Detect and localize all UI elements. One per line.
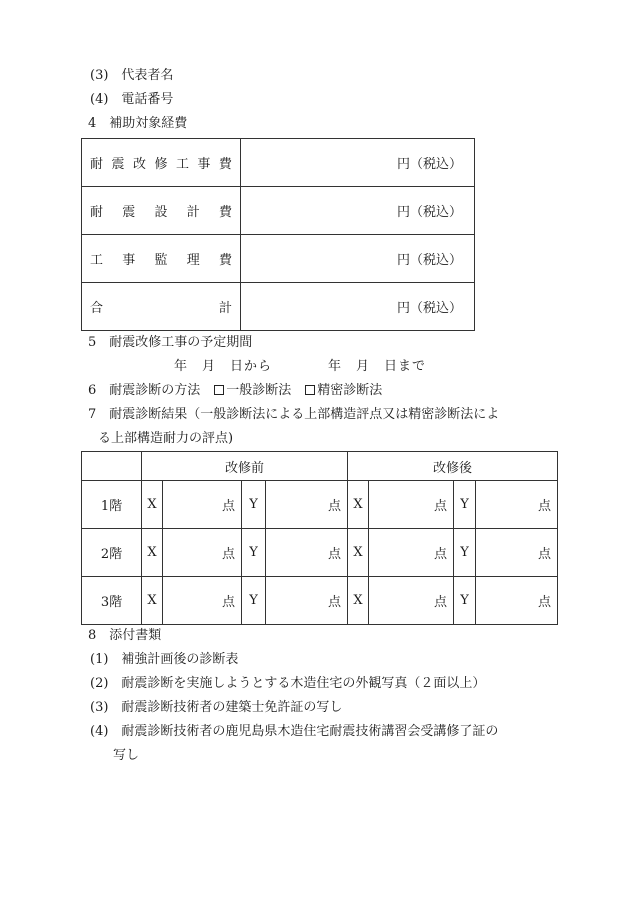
section-7-heading-cont: る上部構造耐力の評点) <box>98 431 234 446</box>
score-value[interactable]: 点 <box>369 577 454 625</box>
cost-row-value[interactable]: 円（税込） <box>241 283 475 331</box>
score-table <box>81 451 558 625</box>
score-value[interactable]: 点 <box>163 577 242 625</box>
score-value[interactable]: 点 <box>266 529 348 577</box>
construction-period: 年 月 日から 年 月 日まで <box>174 359 427 374</box>
cost-row-value[interactable]: 円（税込） <box>241 235 475 283</box>
attachment-4-cont: 写し <box>113 748 140 763</box>
checkbox-icon <box>305 385 315 395</box>
score-value[interactable]: 点 <box>369 481 454 529</box>
score-value[interactable]: 点 <box>163 529 242 577</box>
score-value[interactable]: 点 <box>369 529 454 577</box>
score-y-label: Y <box>454 481 476 529</box>
cost-row-label: 耐 震 設 計 費 <box>82 187 241 235</box>
section-7-heading: 7 耐震診断結果（一般診断法による上部構造評点又は精密診断法によ <box>88 407 500 422</box>
section-8-heading: 8 添付書類 <box>88 628 162 643</box>
section-6-heading: 6 耐震診断の方法 <box>88 383 201 398</box>
score-value[interactable]: 点 <box>476 481 558 529</box>
section-4-heading: 4 補助対象経費 <box>88 116 188 131</box>
floor-label: 1階 <box>82 481 142 529</box>
checkbox-icon <box>214 385 224 395</box>
score-header-blank <box>82 452 142 481</box>
score-x-label: X <box>142 529 163 577</box>
item-representative-name: (3) 代表者名 <box>90 68 174 83</box>
score-value[interactable]: 点 <box>266 577 348 625</box>
score-y-label: Y <box>454 529 476 577</box>
cost-row-label: 合 計 <box>82 283 241 331</box>
score-x-label: X <box>142 481 163 529</box>
general-method-option[interactable]: 一般診断法 <box>214 383 291 398</box>
score-value[interactable]: 点 <box>266 481 348 529</box>
score-y-label: Y <box>242 577 266 625</box>
attachment-3: (3) 耐震診断技術者の建築士免許証の写し <box>90 700 343 715</box>
floor-label: 3階 <box>82 577 142 625</box>
score-x-label: X <box>348 529 369 577</box>
cost-row-label: 工 事 監 理 費 <box>82 235 241 283</box>
cost-table <box>81 138 475 331</box>
score-x-label: X <box>348 481 369 529</box>
attachment-1: (1) 補強計画後の診断表 <box>90 652 239 667</box>
floor-label: 2階 <box>82 529 142 577</box>
score-y-label: Y <box>242 481 266 529</box>
score-x-label: X <box>348 577 369 625</box>
score-x-label: X <box>142 577 163 625</box>
score-header-after: 改修後 <box>348 452 558 481</box>
cost-row-label: 耐 震 改 修 工 事 費 <box>82 139 241 187</box>
cost-row-value[interactable]: 円（税込） <box>241 139 475 187</box>
attachment-4: (4) 耐震診断技術者の鹿児島県木造住宅耐震技術講習会受講修了証の <box>90 724 499 739</box>
score-value[interactable]: 点 <box>476 577 558 625</box>
score-value[interactable]: 点 <box>476 529 558 577</box>
item-phone-number: (4) 電話番号 <box>90 92 174 107</box>
attachment-2: (2) 耐震診断を実施しようとする木造住宅の外観写真（２面以上） <box>90 676 486 691</box>
score-y-label: Y <box>454 577 476 625</box>
score-value[interactable]: 点 <box>163 481 242 529</box>
score-header-before: 改修前 <box>142 452 348 481</box>
score-y-label: Y <box>242 529 266 577</box>
section-5-heading: 5 耐震改修工事の予定期間 <box>88 335 253 350</box>
cost-row-value[interactable]: 円（税込） <box>241 187 475 235</box>
section-6 <box>88 382 382 400</box>
precise-method-option[interactable]: 精密診断法 <box>305 383 382 398</box>
